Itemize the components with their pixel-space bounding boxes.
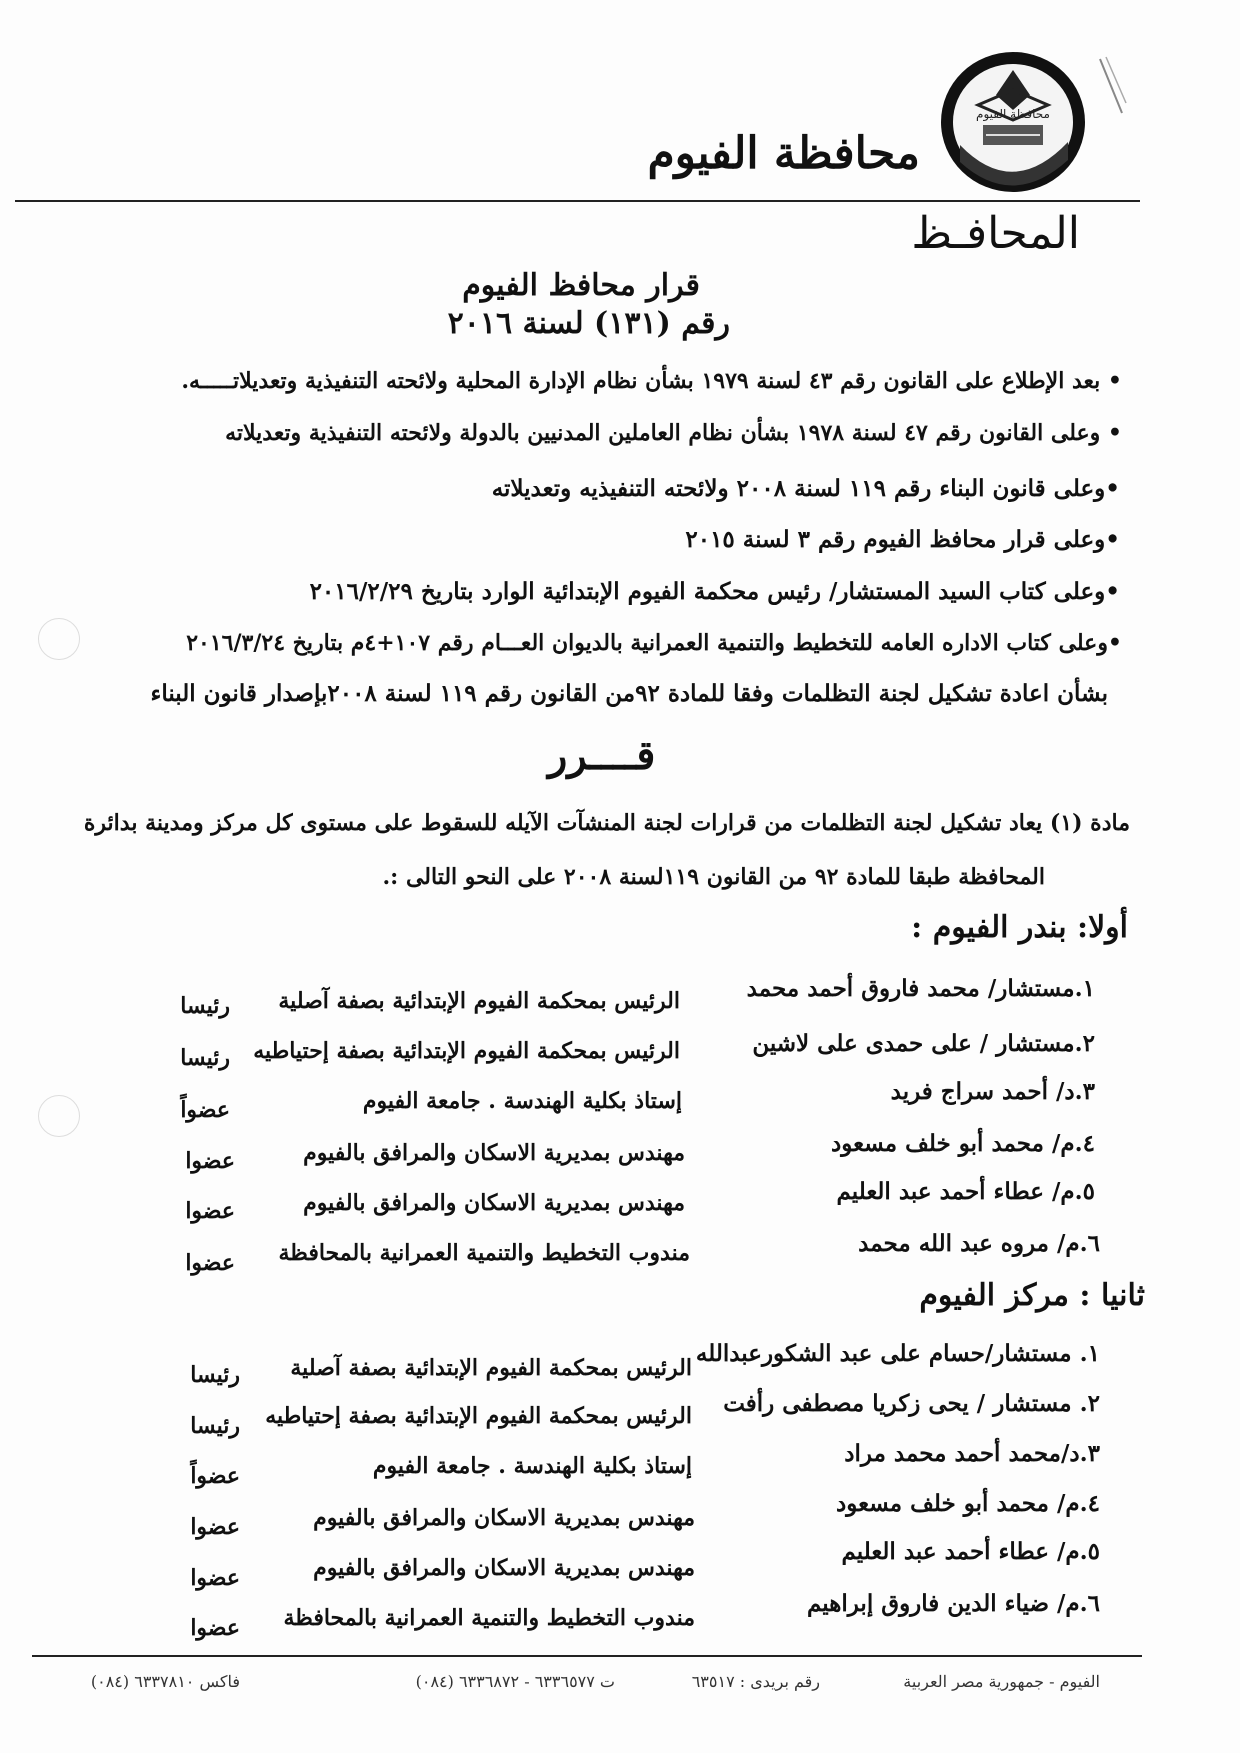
section-title: أولا: بندر الفيوم : [911,910,1128,945]
pen-mark-icon [1098,55,1128,125]
governor-title: المحافـظ [911,208,1080,259]
member-position: مهندس بمديرية الاسكان والمرافق بالفيوم [303,1140,685,1166]
member-role: عضوا [185,1250,235,1276]
preamble-line: •وعلى قانون البناء رقم ١١٩ لسنة ٢٠٠٨ ولائحته التنفيذيه وتعديلاته [491,475,1120,502]
preamble-line: • بعد الإطلاع على القانون رقم ٤٣ لسنة ١٩٧٩ بشأن نظام الإدارة المحلية ولائحته التنفيذية وتعديلاتـــــه. [181,368,1122,394]
governorate-emblem-icon [938,50,1088,195]
section-title: ثانيا : مركز الفيوم [919,1278,1145,1313]
member-role: عضواً [190,1463,240,1489]
member-name: ٤.م/ محمد أبو خلف مسعود [836,1490,1100,1517]
member-position: إستاذ بكلية الهندسة . جامعة الفيوم [372,1453,692,1479]
decides-heading: قــــرر [548,732,656,779]
governorate-name: محافظة الفيوم [647,128,920,179]
member-position: الرئيس بمحكمة الفيوم الإبتدائية بصفة إحتياطيه [265,1403,692,1429]
preamble-line: •وعلى كتاب الاداره العامه للتخطيط والتنمية العمرانية بالديوان العـــام رقم ١٠٧+٤م بتاريخ ٢٠١٦/٣/٢٤ [186,630,1122,656]
preamble-line: • وعلى القانون رقم ٤٧ لسنة ١٩٧٨ بشأن نظام العاملين المدنيين بالدولة ولائحته التنفيذية وتعديلاته [225,420,1122,446]
decision-title: قرار محافظ الفيوم [462,268,700,303]
header-divider [15,200,1140,202]
member-role: رئيسا [180,993,230,1019]
footer-fax: فاكس ٦٣٣٧٨١٠ (٠٨٤) [90,1672,240,1691]
member-role: عضوا [190,1514,240,1540]
footer-divider [32,1655,1142,1657]
member-position: مهندس بمديرية الاسكان والمرافق بالفيوم [313,1505,695,1531]
member-position: إستاذ بكلية الهندسة . جامعة الفيوم [362,1088,682,1114]
punch-hole [38,1095,80,1137]
member-name: ٦.م/ ضياء الدين فاروق إبراهيم [806,1590,1100,1617]
member-role: رئيسا [190,1413,240,1439]
member-position: مندوب التخطيط والتنمية العمرانية بالمحافظة [278,1240,690,1266]
article-text: مادة (١) يعاد تشكيل لجنة التظلمات من قرارات لجنة المنشآت الآيله للسقوط على مستوى كل مركز ومدينة بدائرة [83,810,1130,836]
preamble-line: •وعلى كتاب السيد المستشار/ رئيس محكمة الفيوم الإبتدائية الوارد بتاريخ ٢٠١٦/٢/٢٩ [309,578,1120,605]
member-position: مندوب التخطيط والتنمية العمرانية بالمحافظة [283,1605,695,1631]
member-name: ٥.م/ عطاء أحمد عبد العليم [841,1538,1100,1565]
member-name: ١. مستشار/حسام على عبد الشكورعبدالله [695,1340,1100,1367]
member-role: عضواً [180,1097,230,1123]
member-position: الرئيس بمحكمة الفيوم الإبتدائية بصفة آصلية [290,1355,692,1381]
member-name: ٤.م/ محمد أبو خلف مسعود [831,1130,1095,1157]
member-role: عضوا [185,1198,235,1224]
member-name: ٦.م/ مروه عبد الله محمد [858,1230,1100,1257]
preamble-line: بشأن اعادة تشكيل لجنة التظلمات وفقا للمادة ٩٢من القانون رقم ١١٩ لسنة ٢٠٠٨بإصدار قانون البناء [150,680,1108,707]
member-name: ٣.د/ أحمد سراج فريد [890,1078,1095,1105]
member-name: ٣.د/محمد أحمد محمد مراد [844,1440,1100,1467]
member-role: رئيسا [190,1362,240,1388]
member-name: ١.مستشار/ محمد فاروق أحمد محمد [746,975,1095,1002]
emblem-text: محافظة الفيوم [976,107,1050,121]
footer-phone: ت ٦٣٣٦٥٧٧ - ٦٣٣٦٨٧٢ (٠٨٤) [415,1672,615,1691]
member-role: عضوا [185,1148,235,1174]
member-role: عضوا [190,1615,240,1641]
article-text: المحافظة طبقا للمادة ٩٢ من القانون ١١٩لسنة ٢٠٠٨ على النحو التالى :. [382,864,1045,890]
member-position: مهندس بمديرية الاسكان والمرافق بالفيوم [303,1190,685,1216]
punch-hole [38,618,80,660]
footer-postal-code: رقم بريدى : ٦٣٥١٧ [691,1672,820,1691]
member-name: ٥.م/ عطاء أحمد عبد العليم [836,1178,1095,1205]
member-role: رئيسا [180,1045,230,1071]
decision-number: رقم (١٣١) لسنة ٢٠١٦ [447,306,730,341]
footer-address: الفيوم - جمهورية مصر العربية [903,1672,1100,1691]
member-name: ٢. مستشار / يحى زكريا مصطفى رأفت [723,1390,1100,1417]
member-role: عضوا [190,1565,240,1591]
member-position: الرئيس بمحكمة الفيوم الإبتدائية بصفة إحتياطيه [253,1038,680,1064]
preamble-line: •وعلى قرار محافظ الفيوم رقم ٣ لسنة ٢٠١٥ [685,526,1120,553]
member-position: الرئيس بمحكمة الفيوم الإبتدائية بصفة آصلية [278,988,680,1014]
member-name: ٢.مستشار / على حمدى على لاشين [752,1030,1095,1057]
member-position: مهندس بمديرية الاسكان والمرافق بالفيوم [313,1555,695,1581]
